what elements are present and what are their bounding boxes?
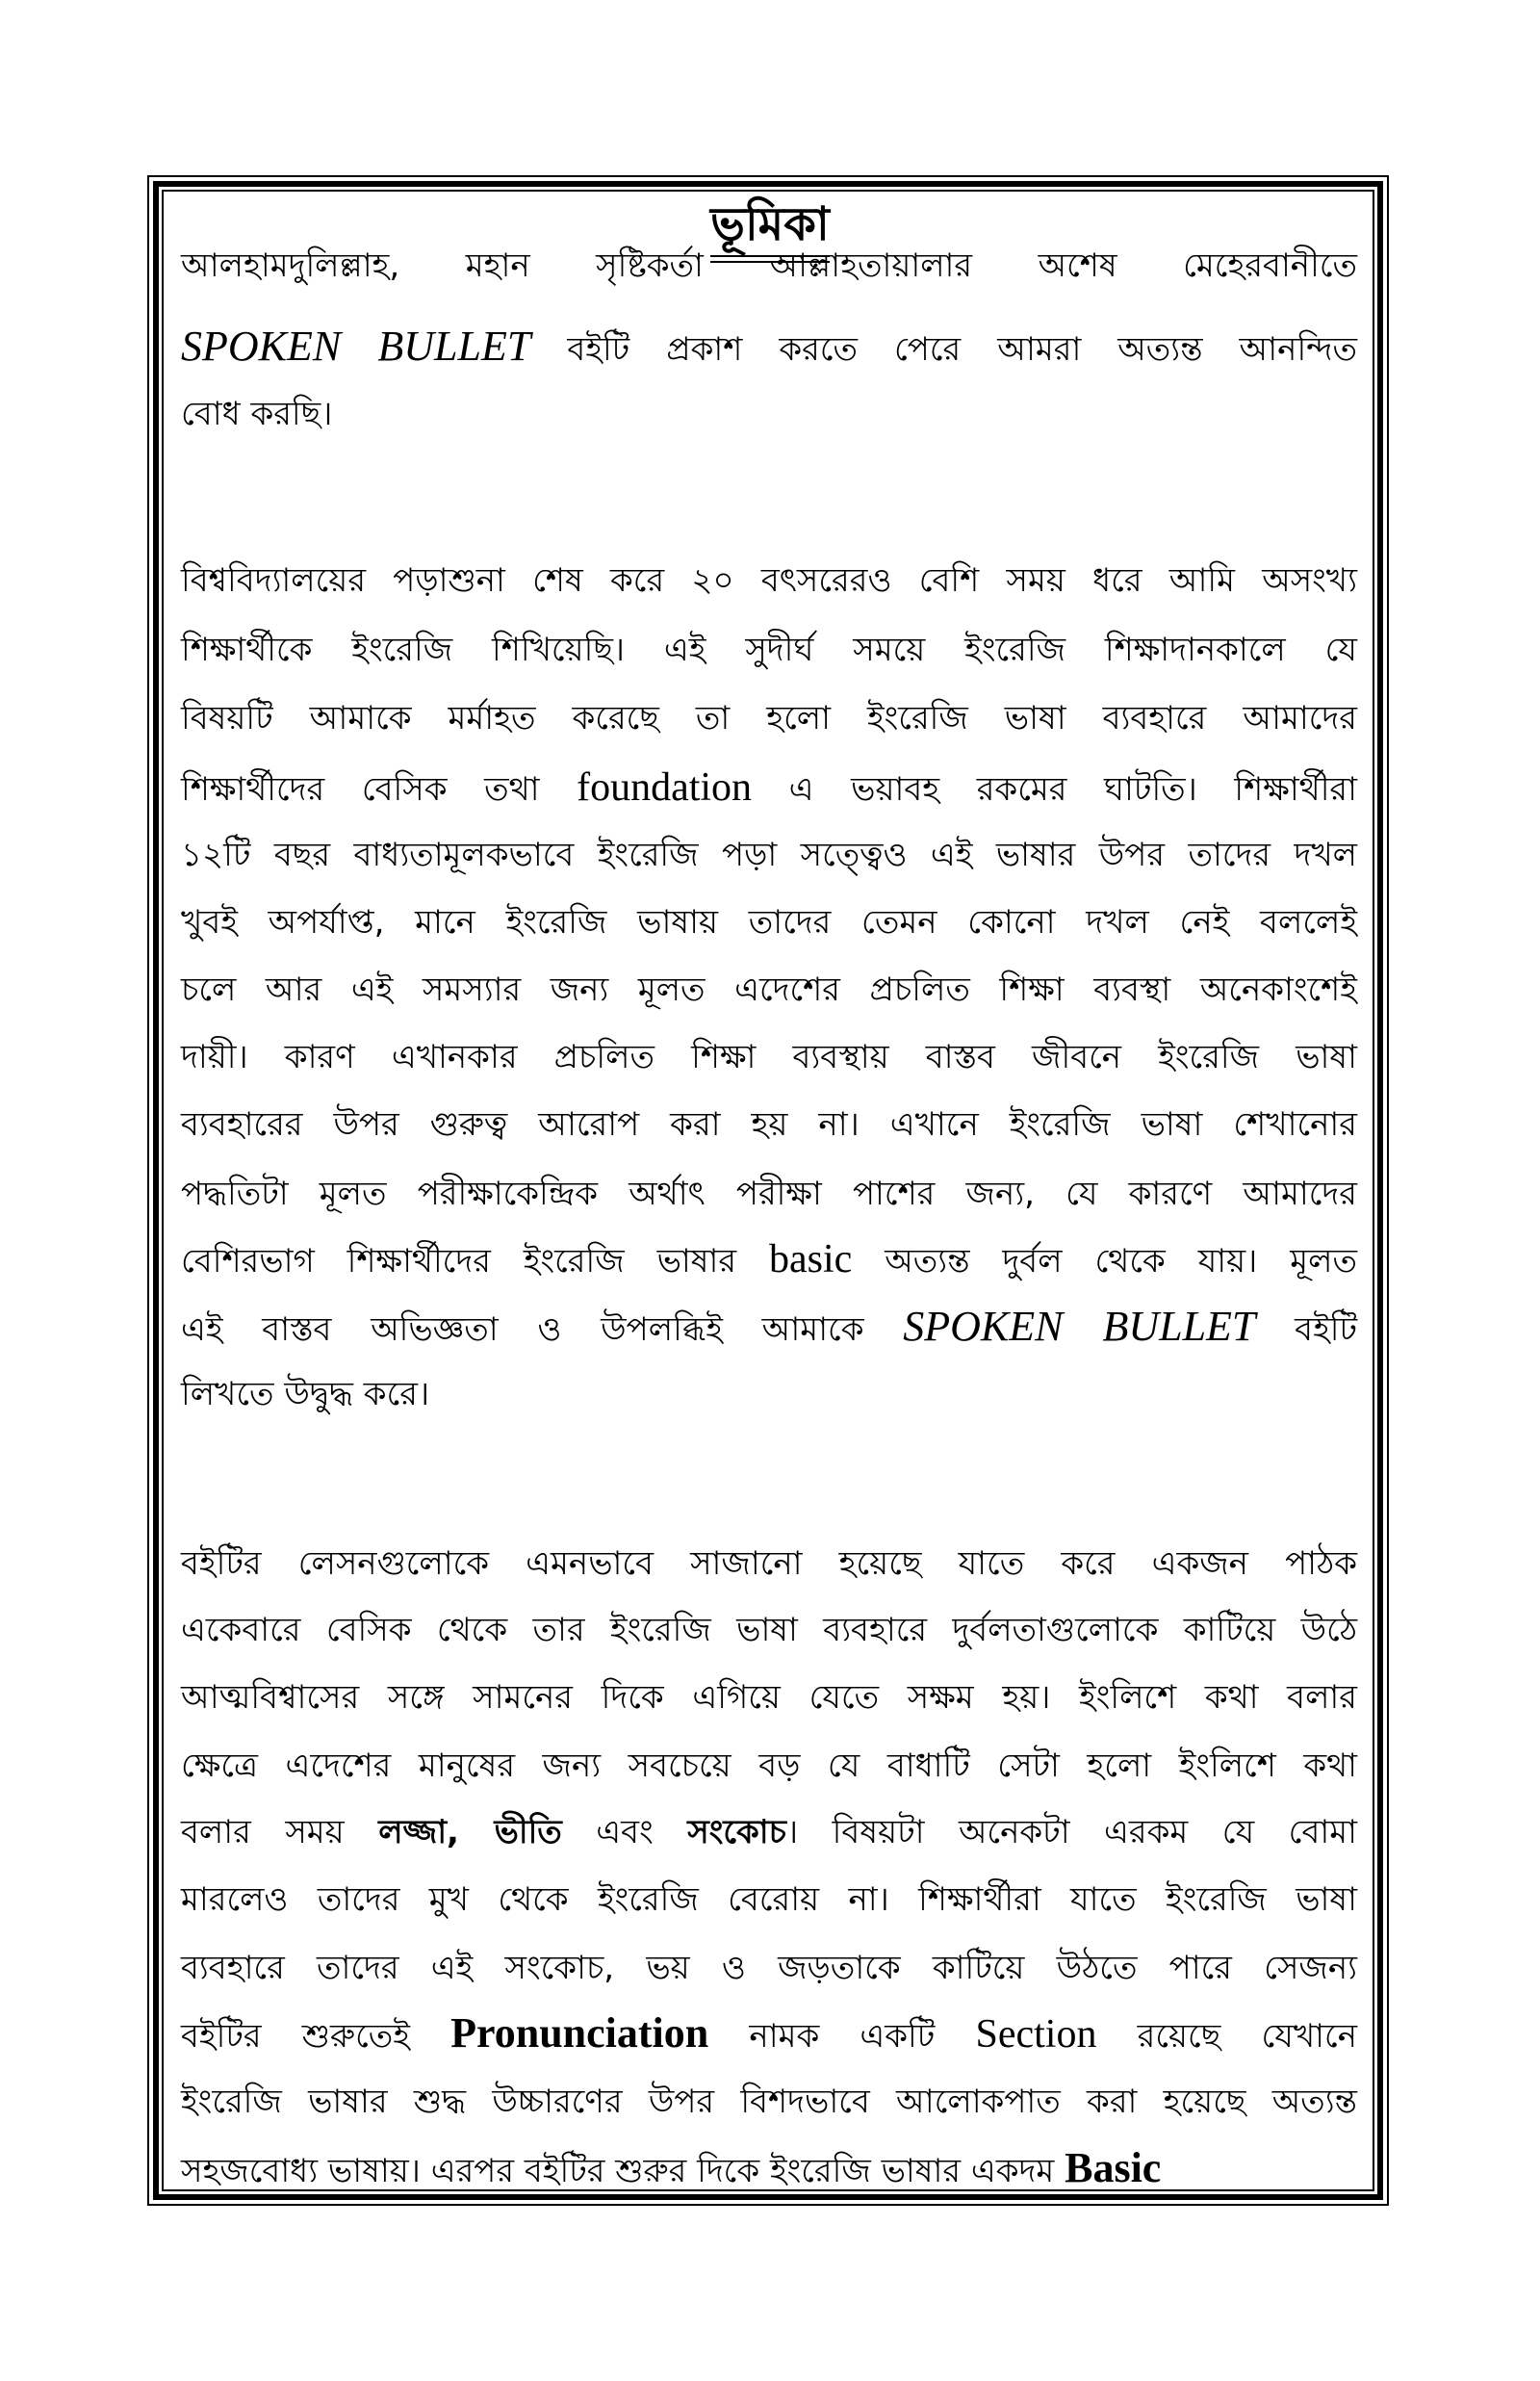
styled-text-run: সংকোচ [687,1813,787,1851]
text-line [181,2005,1357,2062]
text-run: বইটির লেসনগুলোকে এমনভাবে সাজানো হয়েছে যাতে করে একজন পাঠক [181,1544,1357,1583]
text-run: সহজবোধ্য ভাষায়। এরপর বইটির শুরুর দিকে ইংরেজি ভাষার একদম [181,2152,1065,2190]
text-line [181,1230,1357,1288]
text-run: লিখতে উদ্বুদ্ধ করে। [181,1375,430,1413]
text-line [181,826,1357,884]
text-run: । বিষয়টা অনেকটা এরকম যে বোমা [786,1813,1357,1851]
text-line [181,1939,1357,1997]
text-run: ব্যবহারের উপর গুরুত্ব আরোপ করা হয় না। এখানে ইংরেজি ভাষা শেখানোর [181,1105,1357,1144]
text-run: শিক্ষার্থীকে ইংরেজি শিখিয়েছি। এই সুদীর্ঘ সময়ে ইংরেজি শিক্ষাদানকালে যে [181,631,1357,669]
text-line [181,1365,1357,1423]
text-run: এ ভয়াবহ রকমের ঘাটতি। শিক্ষার্থীরা [752,770,1357,809]
text-line [181,759,1357,816]
text-run: ইংরেজি ভাষার শুদ্ধ উচ্চারণের উপর বিশদভাবে আলোকপাত করা হয়েছে অত্যন্ত [181,2083,1357,2121]
text-run: রয়েছে যেখানে [1096,2017,1357,2056]
text-line [181,2073,1357,2131]
text-run: বেশিরভাগ শিক্ষার্থীদের ইংরেজি ভাষার [181,1242,770,1281]
text-line [181,1165,1357,1223]
text-run: এই বাস্তব অভিজ্ঞতা ও উপলব্ধিই আমাকে [181,1310,904,1349]
text-line [181,1669,1357,1726]
text-line [181,1298,1357,1356]
text-run: বিষয়টি আমাকে মর্মাহত করেছে তা হলো ইংরেজি ভাষা ব্যবহারে আমাদের [181,699,1357,738]
styled-text-run: foundation [577,765,753,810]
styled-text-run: basic [769,1237,853,1281]
text-line [181,2139,1357,2197]
text-run: ১২টি বছর বাধ্যতামূলকভাবে ইংরেজি পড়া সত্ত্বেও এই ভাষার উপর তাদের দখল [181,836,1357,874]
styled-text-run: SPOKEN BULLET [903,1303,1256,1350]
text-line [181,961,1357,1019]
text-run: বোধ করছি। [181,395,333,433]
text-line [181,1028,1357,1086]
text-line [181,385,1357,443]
text-run: বিশ্ববিদ্যালয়ের পড়াশুনা শেষ করে ২০ বৎসরেরও বেশি সময় ধরে আমি অসংখ্য [181,561,1357,600]
text-line [181,621,1357,679]
styled-text-run: SPOKEN BULLET [181,323,531,370]
styled-text-run: Basic [1065,2144,1162,2191]
text-run: বইটি প্রকাশ করতে পেরে আমরা অত্যন্ত আনন্দিত [530,330,1357,369]
text-run: ক্ষেত্রে এদেশের মানুষের জন্য সবচেয়ে বড় যে বাধাটি সেটা হলো ইংলিশে কথা [181,1747,1357,1785]
styled-text-run: লজ্জা, ভীতি [378,1813,562,1851]
text-run: এবং [561,1813,688,1851]
text-line [181,318,1357,375]
text-run: বইটি [1255,1310,1358,1349]
text-run: আত্মবিশ্বাসের সঙ্গে সামনের দিকে এগিয়ে যেতে সক্ষম হয়। ইংলিশে কথা বলার [181,1678,1357,1717]
text-run: বলার সময় [181,1813,379,1851]
text-run: চলে আর এই সমস্যার জন্য মূলত এদেশের প্রচলিত শিক্ষা ব্যবস্থা অনেকাংশেই [181,971,1357,1009]
text-run: আলহামদুলিল্লাহ, মহান সৃষ্টিকর্তা আল্লাহতায়ালার অশেষ মেহেরবানীতে [181,246,1357,285]
text-run: একেবারে বেসিক থেকে তার ইংরেজি ভাষা ব্যবহারে দুর্বলতাগুলোকে কাটিয়ে উঠে [181,1611,1357,1649]
text-line [181,1737,1357,1795]
text-run: পদ্ধতিটা মূলত পরীক্ষাকেন্দ্রিক অর্থাৎ পরীক্ষা পাশের জন্য, যে কারণে আমাদের [181,1175,1357,1213]
text-line [181,1535,1357,1592]
page-title-text: ভূমিকা [710,195,830,257]
text-run: নামক একটি [708,2017,976,2056]
text-line [181,1601,1357,1659]
text-run: খুবই অপর্যাপ্ত, মানে ইংরেজি ভাষায় তাদের তেমন কোনো দখল নেই বললেই [181,903,1357,942]
text-run: অত্যন্ত দুর্বল থেকে যায়। মূলত [852,1242,1357,1281]
text-line [181,1096,1357,1153]
text-line [181,237,1357,295]
text-run: বইটির শুরুতেই [181,2017,451,2056]
text-run: ব্যবহারে তাদের এই সংকোচ, ভয় ও জড়তাকে কাটিয়ে উঠতে পারে সেজন্য [181,1949,1357,1987]
text-line [181,1871,1357,1928]
text-run: দায়ী। কারণ এখানকার প্রচলিত শিক্ষা ব্যবস্থায় বাস্তব জীবনে ইংরেজি ভাষা [181,1038,1357,1076]
styled-text-run: Pronunciation [450,2009,709,2057]
text-run: মারলেও তাদের মুখ থেকে ইংরেজি বেরোয় না। শিক্ষার্থীরা যাতে ইংরেজি ভাষা [181,1880,1357,1919]
text-line [181,552,1357,609]
text-run: শিক্ষার্থীদের বেসিক তথা [181,770,578,809]
text-line [181,1803,1357,1861]
text-line [181,893,1357,951]
styled-text-run: Section [975,2012,1097,2057]
text-line [181,689,1357,747]
